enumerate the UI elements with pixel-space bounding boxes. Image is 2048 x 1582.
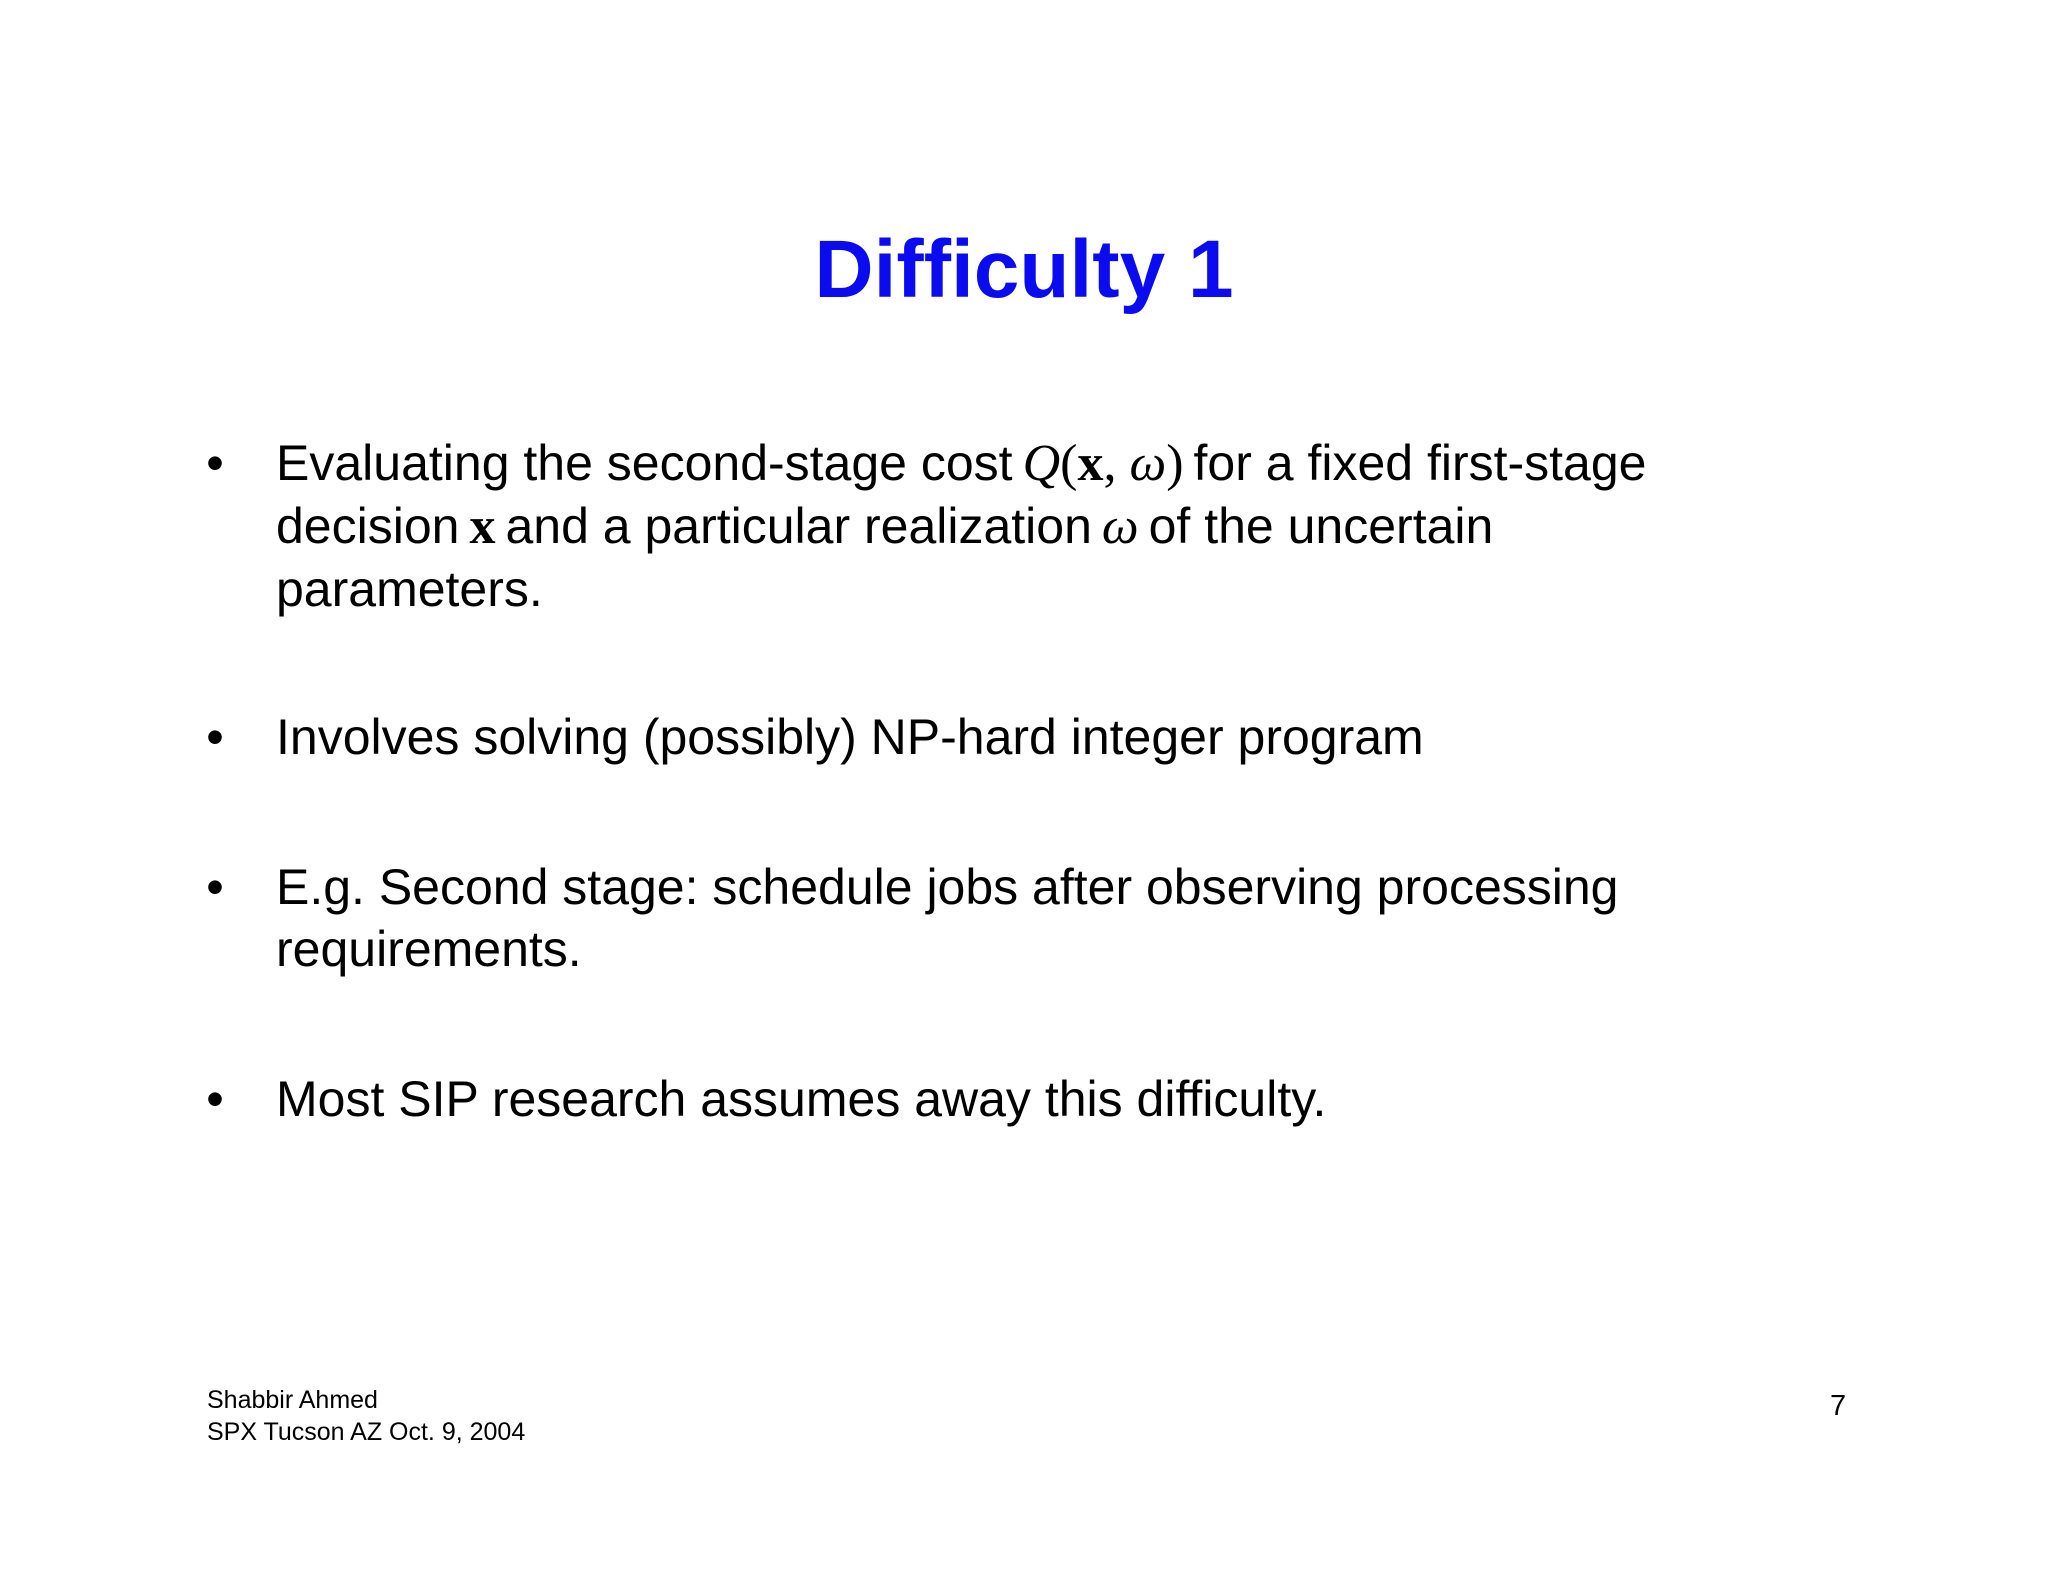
- footer-info: [207, 1384, 525, 1448]
- bullet-text: [276, 856, 1756, 980]
- bullet-dot: •: [206, 435, 224, 491]
- math-symbol-x: x: [1077, 435, 1104, 492]
- math-expression: [1023, 435, 1184, 492]
- bullet-dot: •: [206, 1071, 224, 1127]
- bullet-text: [276, 432, 1756, 620]
- math-comma: ,: [1103, 435, 1117, 492]
- footer-event: SPX Tucson AZ Oct. 9, 2004: [207, 1418, 526, 1446]
- bullet-text-segment: E.g. Second stage: schedule jobs after observing processing: [276, 859, 1619, 915]
- page-number: 7: [1830, 1390, 1847, 1422]
- bullet-text-segment: decision: [276, 498, 460, 554]
- math-symbol-omega: ω: [1129, 435, 1167, 492]
- bullet-text-segment: and a particular realization: [505, 498, 1092, 554]
- bullet-dot: •: [206, 859, 224, 915]
- math-symbol-x: x: [469, 498, 496, 555]
- math-expression: [1102, 498, 1139, 555]
- bullet-text-segment: requirements.: [276, 921, 582, 977]
- bullet-text-segment: for a fixed first-stage: [1193, 435, 1647, 491]
- bullet-text: Involves solving (possibly) NP-hard integer program: [276, 709, 1424, 765]
- math-paren-open: (: [1060, 435, 1078, 492]
- math-symbol-omega: ω: [1101, 498, 1139, 555]
- slide-title: Difficulty 1: [814, 224, 1234, 315]
- footer-author: Shabbir Ahmed: [207, 1386, 378, 1414]
- bullet-text: Most SIP research assumes away this difficulty.: [276, 1071, 1327, 1127]
- math-symbol-q: Q: [1022, 435, 1061, 492]
- math-expression: [469, 498, 495, 555]
- bullet-text-segment: of the uncertain: [1148, 498, 1494, 554]
- bullet-text-segment: Evaluating the second-stage cost: [276, 435, 1013, 491]
- math-paren-close: ): [1166, 435, 1184, 492]
- bullet-text-segment: parameters.: [276, 561, 543, 617]
- bullet-dot: •: [206, 709, 224, 765]
